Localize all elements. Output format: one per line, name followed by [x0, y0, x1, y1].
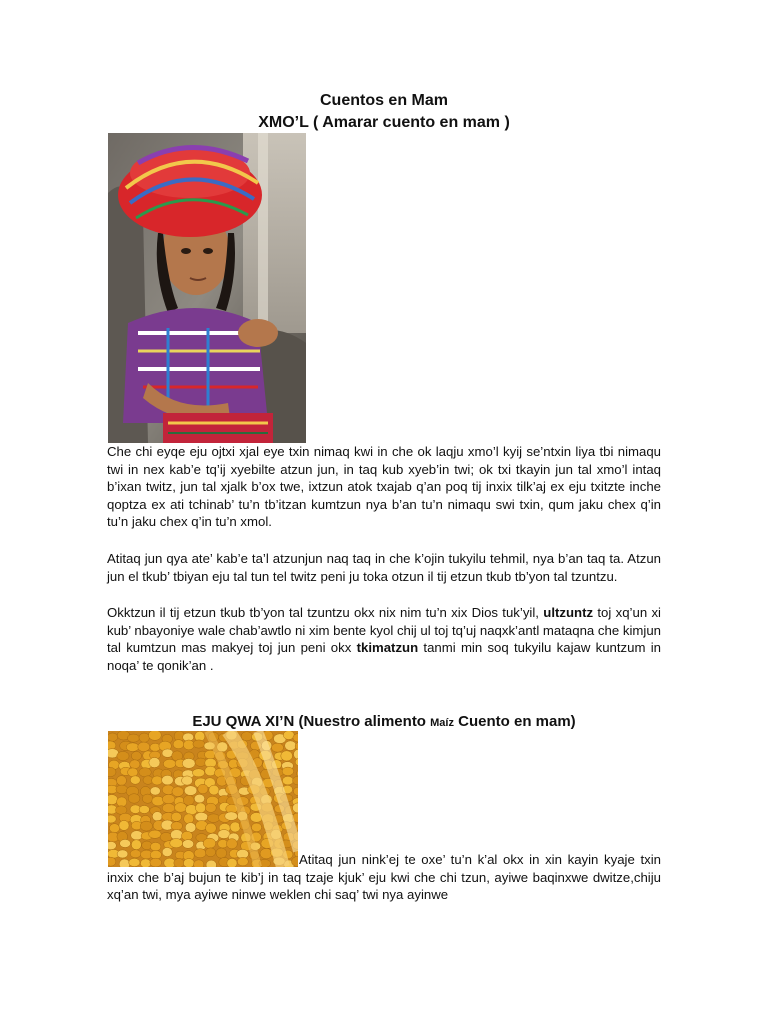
- corn-kernel: [175, 803, 187, 813]
- corn-kernel: [131, 751, 141, 760]
- corn-kernel: [184, 786, 197, 796]
- corn-kernel: [230, 822, 240, 832]
- corn-kernel: [150, 787, 160, 795]
- story2-title-small: Maíz: [430, 717, 454, 729]
- story1-p3-text-b: toj xq’un xi kub’ nbayoniye wale chab’awtlo ni xim bente kyol chij ul toj tq’uj naqxk’antl mataqna che kimjun tal kumtzun mas makyej toj jun peni okx: [107, 605, 661, 656]
- corn-kernel: [198, 784, 208, 794]
- corn-kernel: [205, 803, 216, 812]
- corn-kernel: [182, 840, 193, 849]
- corn-kernel: [194, 794, 204, 803]
- corn-kernel: [203, 838, 216, 848]
- girl-photo: [108, 133, 306, 443]
- corn-kernel: [116, 776, 126, 786]
- corn-kernel: [225, 812, 238, 821]
- corn-kernel: [142, 794, 153, 803]
- corn-kernel: [149, 757, 160, 767]
- corn-kernel: [128, 768, 138, 777]
- corn-kernel: [152, 776, 163, 785]
- corn-kernel: [131, 840, 141, 850]
- corn-photo-illustration: [108, 731, 298, 867]
- corn-kernel: [185, 823, 196, 833]
- corn-kernel: [148, 731, 161, 740]
- story1-p3-bold-2: tkimatzun: [356, 640, 419, 656]
- story1-paragraph-1: Che chi eyqe eju ojtxi xjal eye txin nimaq kwi in che ok laqju xmo’l kyij se’ntxin liya tbi nimaqu twi in nex kab’e tq’ij xyebilte atzun jun, in taq kub xyeb’in twi; ok txi tkayin jun tal xmo’l intaq b’ixan twitz, jun tal xjalk b’ox twe, ixtzun atok txajab q’an poq tij inxix tilk’aj ex eju txitzte inche qoptza ex ati tchinab’ tu’n tb’itzan kumtzun nya b’an tu’n nimaqu swi txin, qum jaku chex q’in tu’n jaku chex q’in tu’n xmol.: [107, 444, 661, 530]
- corn-kernel: [206, 823, 217, 833]
- corn-kernel: [281, 751, 293, 761]
- corn-kernel: [152, 812, 162, 821]
- corn-kernel: [138, 742, 150, 752]
- corn-kernel: [108, 815, 116, 823]
- corn-kernel: [282, 776, 293, 785]
- corn-kernel: [130, 760, 140, 769]
- corn-kernel: [173, 740, 184, 749]
- corn-kernel: [182, 758, 195, 768]
- corn-kernel: [139, 733, 149, 742]
- corn-kernel: [192, 769, 204, 777]
- corn-kernel: [120, 839, 131, 847]
- corn-kernel: [150, 842, 161, 851]
- corn-kernel: [108, 795, 118, 805]
- story1-p3-text-c: tanmi min soq tukyilu kajaw kuntzum in noqa’ te qonik’an .: [107, 640, 662, 673]
- corn-kernel: [282, 767, 294, 776]
- corn-kernel: [207, 814, 220, 823]
- corn-kernel: [139, 805, 149, 813]
- story-title-qwa-xin: [0, 712, 768, 733]
- corn-kernel: [181, 831, 192, 840]
- corn-kernel: [171, 812, 181, 821]
- corn-kernel: [283, 731, 294, 740]
- corn-photo: [108, 731, 298, 867]
- corn-kernel: [195, 812, 208, 821]
- story1-paragraph-2: Atitaq jun qya ate’ kab’e ta’l atzunjun naq taq in che k’ojin tukyilu tehmil, nya b’an taq ta. Atzun jun el tkub’ tbiyan eju tal tun tel twitz peni ju toka otzun il tij etzun tkub tb’yon tal tzuntzu.: [107, 551, 661, 584]
- corn-kernel: [162, 804, 175, 813]
- corn-kernel: [285, 741, 296, 751]
- corn-kernel: [139, 768, 151, 777]
- corn-kernel: [183, 740, 194, 750]
- corn-kernel: [162, 775, 174, 785]
- corn-kernel: [184, 814, 194, 824]
- story2-paragraph-1: Atitaq jun nink’ej te oxe’ tu’n k’al okx in xin kayin kyaje txin inxix che b’aj bujun te kib’j in taq tzaje kjuk’ eju kwi che chi tzun, ayiwe baqinxwe dwitze,chiju xq’an twi, mya ayiwe ninwe weklen chi saq’ twi nya ayinwe: [107, 852, 661, 903]
- corn-kernel: [195, 803, 205, 813]
- corn-kernel: [127, 734, 139, 742]
- corn-kernel: [117, 797, 127, 807]
- story1-p3-text-a: Okktzun il tij etzun tkub tb’yon tal tzuntzu okx nix nim tu’n xix Dios tuk’yil,: [107, 605, 544, 620]
- corn-kernel: [172, 787, 184, 797]
- corn-kernel: [116, 785, 128, 794]
- page-title: Cuentos en Mam: [319, 92, 448, 109]
- girl-photo-illustration: [108, 133, 306, 443]
- corn-kernel: [251, 823, 261, 832]
- corn-kernel: [205, 766, 216, 776]
- story1-paragraph-3: [107, 604, 661, 674]
- corn-kernel: [209, 785, 219, 795]
- corn-kernel: [108, 841, 116, 849]
- corn-kernel: [140, 821, 152, 831]
- corn-kernel: [128, 794, 140, 804]
- corn-kernel: [170, 839, 183, 848]
- corn-kernel: [241, 732, 252, 741]
- corn-kernel: [117, 751, 129, 760]
- corn-kernel: [271, 743, 283, 752]
- corn-kernel: [226, 839, 237, 849]
- story2-title-a: EJU QWA XI’N (Nuestro alimento: [192, 713, 431, 730]
- corn-kernel: [171, 822, 183, 831]
- corn-kernel: [162, 794, 175, 804]
- corn-kernel: [109, 824, 119, 833]
- corn-kernel: [163, 759, 176, 768]
- story-title-xmol: XMO’L ( Amarar cuento en mam ): [258, 114, 510, 131]
- corn-kernel: [160, 832, 172, 841]
- story2-title-b: Cuento en mam): [453, 713, 576, 730]
- corn-kernel: [182, 776, 193, 785]
- corn-kernel: [193, 740, 205, 748]
- corn-kernel: [126, 743, 139, 752]
- corn-kernel: [108, 733, 118, 742]
- corn-kernel: [130, 776, 140, 784]
- corn-kernel: [149, 830, 162, 838]
- corn-kernel: [119, 820, 129, 830]
- story1-p3-bold-1: ultzuntz: [543, 605, 594, 620]
